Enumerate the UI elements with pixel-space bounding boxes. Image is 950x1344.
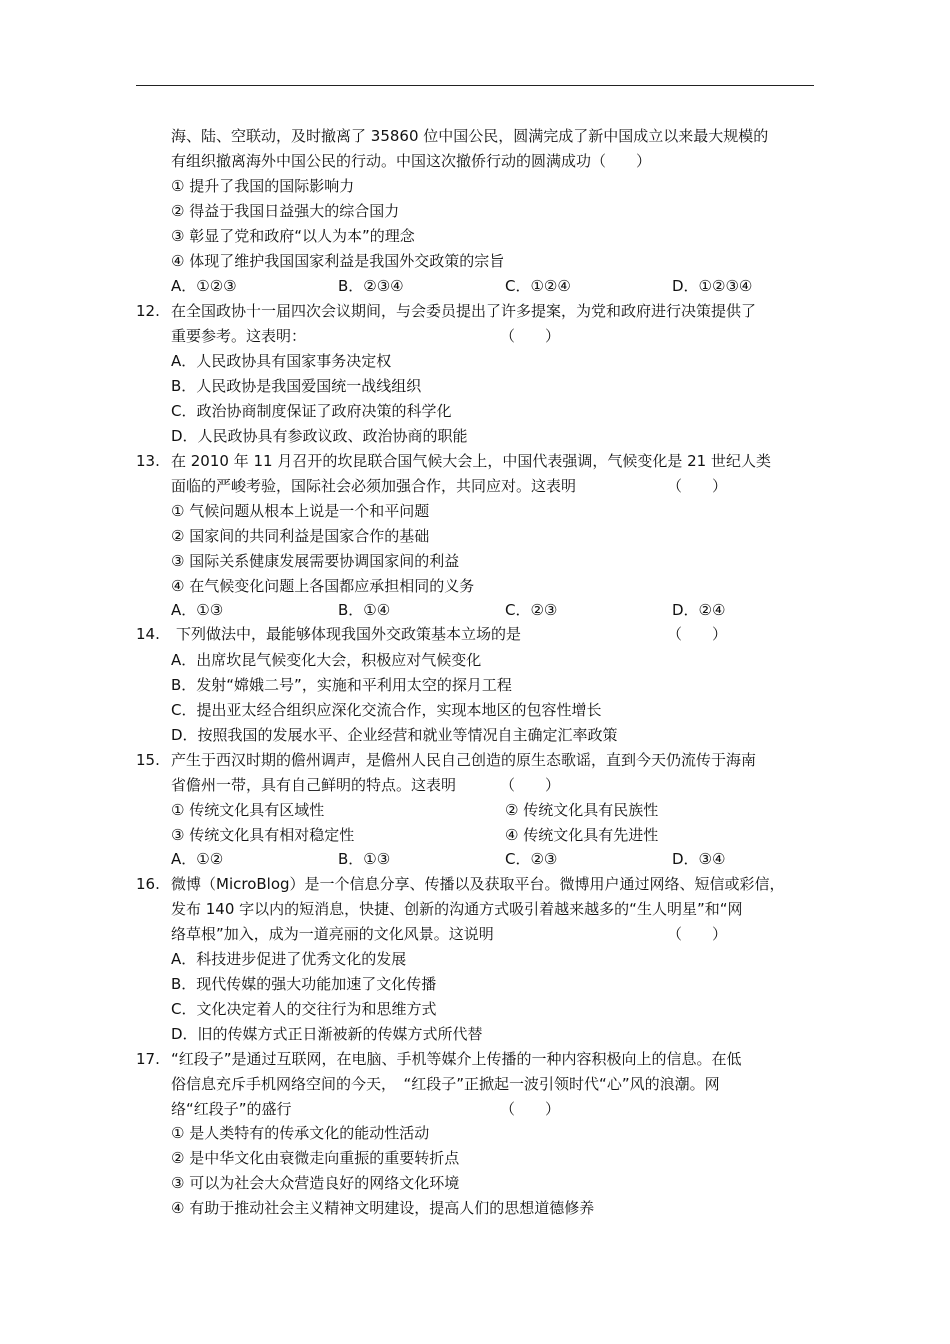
q13-statement-4: ④ 在气候变化问题上各国都应承担相同的义务: [171, 577, 475, 595]
q16-line3: 络草根”加入，成为一道亮丽的文化风景。这说明: [171, 925, 494, 943]
q15-option-c: C．②③: [505, 850, 558, 868]
q11-statement-1: ① 提升了我国的国际影响力: [171, 177, 355, 195]
q12-option-b: B．人民政协是我国爱国统一战线组织: [171, 377, 422, 395]
q15-option-a: A．①②: [171, 850, 224, 868]
q11-statement-4: ④ 体现了维护我国国家利益是我国外交政策的宗旨: [171, 252, 505, 270]
q14-option-a: A．出席坎昆气候变化大会，积极应对气候变化: [171, 651, 482, 669]
q11-statement-2: ② 得益于我国日益强大的综合国力: [171, 202, 400, 220]
q14-answer-blank: （ ）: [667, 625, 728, 643]
q16-option-b: B．现代传媒的强大功能加速了文化传播: [171, 975, 437, 993]
q15-statement-2: ② 传统文化具有民族性: [505, 801, 659, 819]
q12-option-d: D．人民政协具有参政议政、政治协商的职能: [171, 427, 468, 445]
q14-number: 14.: [136, 625, 160, 643]
q15-line1: 产生于西汉时期的儋州调声，是儋州人民自己创造的原生态歌谣，直到今天仍流传于海南: [171, 751, 757, 769]
q13-option-d: D．②④: [672, 601, 726, 619]
q11-option-a: A．①②③: [171, 277, 237, 295]
q17-answer-blank: （ ）: [500, 1100, 561, 1118]
q13-line2: 面临的严峻考验，国际社会必须加强合作，共同应对。这表明: [171, 477, 577, 495]
q17-line2: 俗信息充斥手机网络空间的今天， “红段子”正掀起一波引领时代“心”风的浪潮。网: [171, 1075, 720, 1093]
q12-option-c: C．政治协商制度保证了政府决策的科学化: [171, 402, 452, 420]
q12-answer-blank: （ ）: [500, 327, 561, 345]
q12-line2: 重要参考。这表明：: [171, 327, 307, 345]
q17-statement-4: ④ 有助于推动社会主义精神文明建设，提高人们的思想道德修养: [171, 1199, 595, 1217]
q15-statement-1: ① 传统文化具有区域性: [171, 801, 325, 819]
q13-number: 13.: [136, 452, 160, 470]
q16-option-d: D．旧的传媒方式正日渐被新的传媒方式所代替: [171, 1025, 483, 1043]
q13-option-a: A．①③: [171, 601, 224, 619]
q11-line1: 海、陆、空联动，及时撤离了 35860 位中国公民，圆满完成了新中国成立以来最大规模的: [171, 127, 769, 145]
q17-number: 17.: [136, 1050, 160, 1068]
q15-answer-blank: （ ）: [500, 776, 561, 794]
q12-number: 12.: [136, 302, 160, 320]
q13-option-b: B．①④: [338, 601, 391, 619]
q16-number: 16.: [136, 875, 160, 893]
q13-answer-blank: （ ）: [667, 477, 728, 495]
q17-statement-1: ① 是人类特有的传承文化的能动性活动: [171, 1124, 430, 1142]
q14-option-b: B．发射“嫦娥二号”，实施和平利用太空的探月工程: [171, 676, 512, 694]
q11-line2: 有组织撤离海外中国公民的行动。中国这次撤侨行动的圆满成功（ ）: [171, 152, 652, 170]
q12-option-a: A．人民政协具有国家事务决定权: [171, 352, 392, 370]
q17-statement-2: ② 是中华文化由衰微走向重振的重要转折点: [171, 1149, 460, 1167]
q15-statement-4: ④ 传统文化具有先进性: [505, 826, 659, 844]
q15-option-d: D．③④: [672, 850, 726, 868]
q15-number: 15.: [136, 751, 160, 769]
q11-option-b: B．②③④: [338, 277, 404, 295]
q13-statement-1: ① 气候问题从根本上说是一个和平问题: [171, 502, 430, 520]
q11-option-c: C．①②④: [505, 277, 571, 295]
q16-line1: 微博（MicroBlog）是一个信息分享、传播以及获取平台。微博用户通过网络、短信或彩信，: [171, 875, 785, 893]
q16-line2: 发布 140 字以内的短消息，快捷、创新的沟通方式吸引着越来越多的“生人明星”和“网: [171, 900, 743, 918]
q14-option-c: C．提出亚太经合组织应深化交流合作，实现本地区的包容性增长: [171, 701, 602, 719]
q12-line1: 在全国政协十一届四次会议期间，与会委员提出了许多提案，为党和政府进行决策提供了: [171, 302, 757, 320]
q16-answer-blank: （ ）: [667, 925, 728, 943]
q15-option-b: B．①③: [338, 850, 391, 868]
q15-statement-3: ③ 传统文化具有相对稳定性: [171, 826, 355, 844]
q16-option-a: A．科技进步促进了优秀文化的发展: [171, 950, 407, 968]
q13-statement-2: ② 国家间的共同利益是国家合作的基础: [171, 527, 430, 545]
header-rule: [136, 85, 814, 86]
q16-option-c: C．文化决定着人的交往行为和思维方式: [171, 1000, 437, 1018]
q17-line1: “红段子”是通过互联网，在电脑、手机等媒介上传播的一种内容积极向上的信息。在低: [171, 1050, 742, 1068]
q14-line1: 下列做法中，最能够体现我国外交政策基本立场的是: [176, 625, 522, 643]
q15-line2: 省儋州一带，具有自己鲜明的特点。这表明: [171, 776, 457, 794]
q11-option-d: D．①②③④: [672, 277, 753, 295]
q11-statement-3: ③ 彰显了党和政府“以人为本”的理念: [171, 227, 415, 245]
q17-line3: 络“红段子”的盛行: [171, 1100, 292, 1118]
q13-option-c: C．②③: [505, 601, 558, 619]
q13-statement-3: ③ 国际关系健康发展需要协调国家间的利益: [171, 552, 460, 570]
q14-option-d: D．按照我国的发展水平、企业经营和就业等情况自主确定汇率政策: [171, 726, 618, 744]
q13-line1: 在 2010 年 11 月召开的坎昆联合国气候大会上，中国代表强调，气候变化是 21 世纪人类: [171, 452, 771, 470]
q17-statement-3: ③ 可以为社会大众营造良好的网络文化环境: [171, 1174, 460, 1192]
